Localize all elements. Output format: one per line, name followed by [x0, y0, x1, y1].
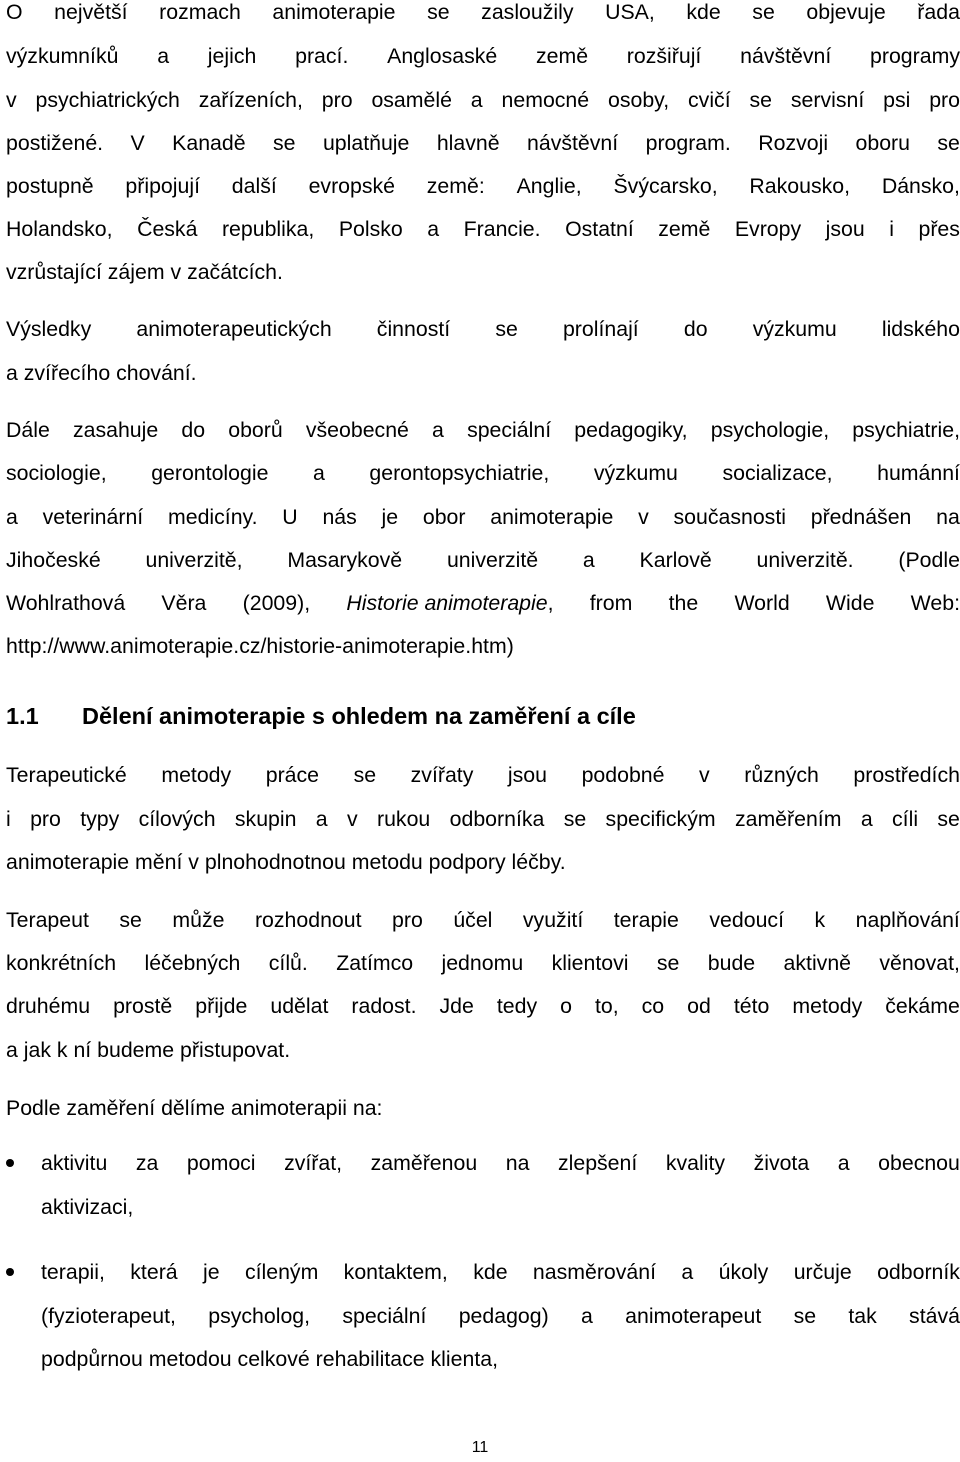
text-line: postižené. V Kanadě se uplatňuje hlavně návštěvní program. Rozvoji oboru se: [6, 131, 960, 155]
citation-line: Wohlrathová Věra (2009), Historie animoterapie, from the World Wide Web:: [6, 591, 960, 615]
text-line: aktivitu za pomoci zvířat, zaměřenou na zlepšení kvality života a obecnou: [41, 1151, 960, 1175]
heading-title: Dělení animoterapie s ohledem na zaměření a cíle: [82, 703, 636, 729]
section-heading: [6, 694, 960, 738]
text-line: výzkumníků a jejich prací. Anglosaské země rozšiřují návštěvní programy: [6, 44, 960, 68]
text-line: vzrůstající zájem v začátcích.: [6, 260, 283, 284]
text-line: Terapeutické metody práce se zvířaty jsou podobné v různých prostředích: [6, 763, 960, 787]
text-line: konkrétních léčebných cílů. Zatímco jednomu klientovi se bude aktivně věnovat,: [6, 951, 960, 975]
text-line: O největší rozmach animoterapie se zasloužily USA, kde se objevuje řada: [6, 0, 960, 24]
text-line: Terapeut se může rozhodnout pro účel využití terapie vedoucí k naplňování: [6, 908, 960, 932]
bullet-icon: [6, 1268, 14, 1276]
list-intro: Podle zaměření dělíme animoterapii na:: [6, 1096, 383, 1120]
text-line: aktivizaci,: [41, 1195, 134, 1219]
text-line: podpůrnou metodou celkové rehabilitace klienta,: [41, 1347, 498, 1371]
text-line: (fyzioterapeut, psycholog, speciální pedagog) a animoterapeut se tak stává: [41, 1304, 960, 1328]
text-line: animoterapie mění v plnohodnotnou metodu podpory léčby.: [6, 850, 566, 874]
text-line: a veterinární medicíny. U nás je obor animoterapie v současnosti přednášen na: [6, 505, 960, 529]
page-number: 11: [471, 1439, 489, 1456]
text-line: a zvířecího chování.: [6, 361, 197, 385]
heading-number: 1.1: [6, 703, 39, 729]
text-line: druhému prostě přijde udělat radost. Jde tedy o to, co od této metody čekáme: [6, 994, 960, 1018]
citation-url: http://www.animoterapie.cz/historie-animoterapie.htm): [6, 634, 514, 658]
text-line: v psychiatrických zařízeních, pro osamělé a nemocné osoby, cvičí se servisní psi pro: [6, 88, 960, 112]
text-line: a jak k ní budeme přistupovat.: [6, 1038, 291, 1062]
text-line: Holandsko, Česká republika, Polsko a Francie. Ostatní země Evropy jsou i přes: [6, 217, 960, 241]
text-line: postupně připojují další evropské země: Anglie, Švýcarsko, Rakousko, Dánsko,: [6, 174, 960, 198]
text-line: i pro typy cílových skupin a v rukou odborníka se specifickým zaměřením a cíli se: [6, 807, 960, 831]
text-line: Dále zasahuje do oborů všeobecné a speciální pedagogiky, psychologie, psychiatrie,: [6, 418, 960, 442]
text-line: Jihočeské univerzitě, Masarykově univerzitě a Karlově univerzitě. (Podle: [6, 548, 960, 572]
text-line: Výsledky animoterapeutických činností se prolínají do výzkumu lidského: [6, 317, 960, 341]
text-line: terapii, která je cíleným kontaktem, kde nasměrování a úkoly určuje odborník: [41, 1260, 960, 1284]
text-line: sociologie, gerontologie a gerontopsychiatrie, výzkumu socializace, humánní: [6, 461, 960, 485]
bullet-icon: [6, 1159, 14, 1167]
citation-title: Historie animoterapie: [346, 591, 548, 615]
